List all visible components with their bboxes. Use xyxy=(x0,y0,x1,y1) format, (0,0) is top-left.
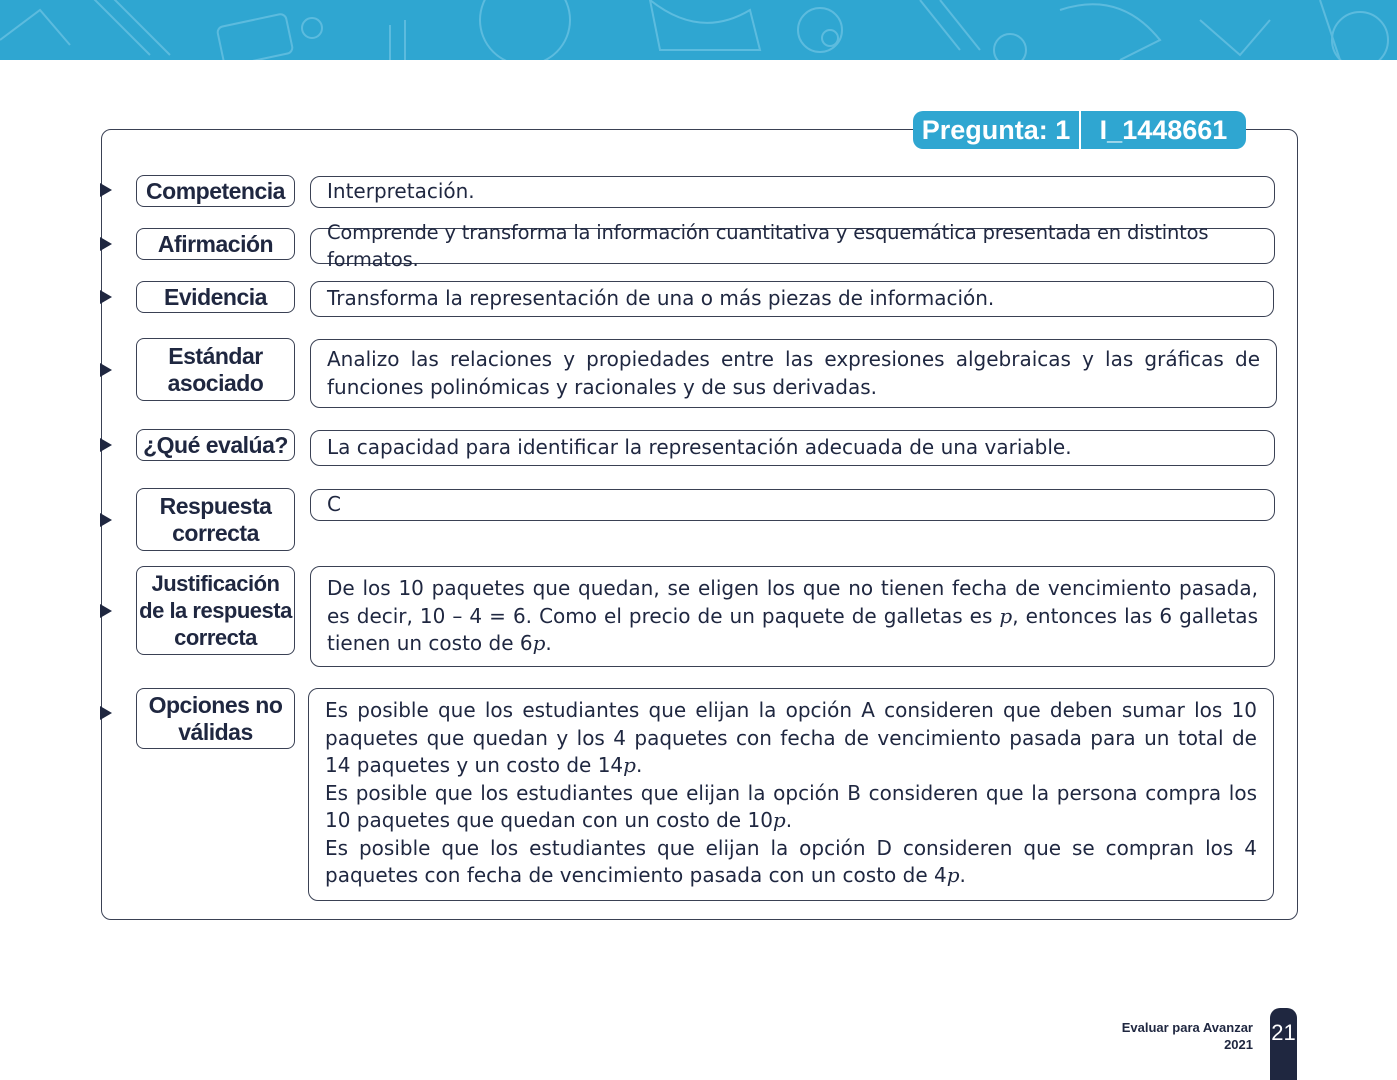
value-respuesta-correcta xyxy=(310,489,1275,521)
row-marker-arrow-icon xyxy=(100,438,112,452)
footer-publication xyxy=(1070,1019,1253,1053)
value-text: La capacidad para identificar la representación adecuada de una variable. xyxy=(327,435,1072,460)
banner-doodles xyxy=(0,0,1397,60)
label-competencia xyxy=(136,175,295,207)
value-estandar-asociado xyxy=(310,339,1277,408)
value-text: Interpretación. xyxy=(327,179,475,204)
value-competencia xyxy=(310,176,1275,208)
item-code: I_1448661 xyxy=(1099,114,1228,145)
page-number-tab xyxy=(1270,1008,1297,1080)
label-text: Afirmación xyxy=(157,230,274,257)
label-que-evalua xyxy=(136,429,295,461)
label-evidencia xyxy=(136,281,295,313)
label-text: Competencia xyxy=(146,177,285,204)
value-text: Comprende y transforma la información cuantitativa y esquemática presentada en distintos formatos. xyxy=(327,220,1209,271)
row-marker-arrow-icon xyxy=(100,290,112,304)
publication-name: Evaluar para Avanzar xyxy=(1121,1020,1253,1035)
value-text: Analizo las relaciones y propiedades entre las expresiones algebraicas y las gráficas de funciones polinómicas y racionales y de sus derivadas. xyxy=(327,347,1260,399)
row-marker-arrow-icon xyxy=(100,237,112,251)
row-marker-arrow-icon xyxy=(100,513,112,527)
row-marker-arrow-icon xyxy=(100,183,112,197)
label-opciones-no-validas xyxy=(136,688,295,749)
label-respuesta-correcta xyxy=(136,488,295,551)
value-text: Transforma la representación de una o más piezas de información. xyxy=(327,286,995,311)
value-text xyxy=(325,697,1257,890)
row-marker-arrow-icon xyxy=(100,604,112,618)
value-evidencia xyxy=(310,281,1274,317)
value-afirmacion xyxy=(310,220,1275,271)
label-text: de la respuesta xyxy=(139,598,292,623)
option-d-explanation: Es posible que los estudiantes que elijan la opción D consideren que se compran los 4 paquetes con fecha de vencimiento pasada con un costo de 4p. xyxy=(325,835,1257,887)
value-justificacion xyxy=(310,566,1275,667)
value-text: De los 10 paquetes que quedan, se eligen los que no tienen fecha de vencimiento pasada, es decir, 10 – 4 = 6. Como el precio de un paquete de galletas es p, entonces las 6 galletas tienen un costo de 6p. xyxy=(327,576,1258,656)
label-afirmacion xyxy=(136,228,295,260)
value-que-evalua xyxy=(310,430,1275,466)
label-text: correcta xyxy=(172,519,259,546)
label-text: Estándar xyxy=(168,342,263,369)
label-text: asociado xyxy=(167,369,264,396)
row-marker-arrow-icon xyxy=(100,363,112,377)
value-text: C xyxy=(327,492,341,517)
label-text: Opciones no xyxy=(148,691,283,718)
label-estandar-asociado xyxy=(136,338,295,401)
value-opciones-no-validas xyxy=(308,688,1274,901)
option-b-explanation: Es posible que los estudiantes que elijan la opción B consideren que la persona compra los 10 paquetes que quedan con un costo de 10p. xyxy=(325,780,1257,832)
label-text: Justificación xyxy=(151,571,280,596)
label-text: Evidencia xyxy=(164,283,267,310)
label-text: correcta xyxy=(174,625,257,650)
label-text: válidas xyxy=(178,718,253,745)
question-tag xyxy=(913,111,1246,149)
row-marker-arrow-icon xyxy=(100,706,112,720)
label-text: Respuesta xyxy=(159,492,272,519)
question-number: Pregunta: 1 xyxy=(921,114,1071,145)
label-justificacion xyxy=(136,566,295,655)
option-a-explanation: Es posible que los estudiantes que elijan la opción A consideren que deben sumar los 10 paquetes que quedan y los 4 paquetes con fecha de vencimiento pasada para un total de 14 paquetes y un costo de 14p. xyxy=(325,698,1257,777)
page-number: 21 xyxy=(1271,1020,1296,1045)
label-text: ¿Qué evalúa? xyxy=(143,431,288,458)
header-banner xyxy=(0,0,1397,60)
publication-year: 2021 xyxy=(1224,1037,1253,1052)
